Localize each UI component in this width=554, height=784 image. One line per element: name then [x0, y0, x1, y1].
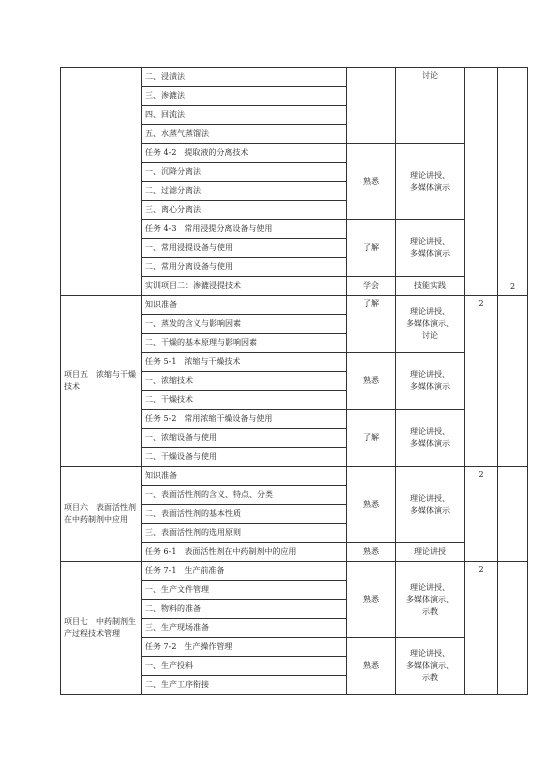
content-item: 二、干燥设备与使用	[142, 448, 347, 467]
task-title: 任务 5-2 常用浓缩干燥设备与使用	[142, 410, 347, 429]
teaching-method-cell: 理论讲授、 多媒体演示、 讨论	[396, 296, 465, 353]
hours-cell: 2	[465, 467, 498, 562]
requirement-cell: 熟悉	[347, 144, 396, 220]
content-item: 五、水蒸气蒸馏法	[142, 125, 347, 144]
syllabus-table	[60, 67, 528, 695]
task-title: 任务 4-2 提取液的分离技术	[142, 144, 347, 163]
project-name-cell: 项目六 表面活性剂在中药制剂中应用	[61, 467, 142, 562]
content-item: 二、过滤分离法	[142, 182, 347, 201]
practice-hours-cell: 2	[498, 68, 528, 296]
teaching-method-cell: 技能实践	[396, 277, 465, 296]
requirement-cell: 了解	[347, 296, 396, 353]
project-name-cell	[61, 68, 142, 296]
task-title: 任务 7-1 生产前准备	[142, 562, 347, 581]
table-row	[61, 467, 528, 486]
requirement-cell: 熟悉	[347, 543, 396, 562]
task-title: 任务 7-2 生产操作管理	[142, 638, 347, 657]
practice-hours-cell	[498, 296, 528, 467]
table-row	[61, 296, 528, 315]
hours-cell	[465, 68, 498, 296]
prep-title: 知识准备	[142, 467, 347, 486]
task-title: 任务 5-1 浓缩与干燥技术	[142, 353, 347, 372]
teaching-method-cell: 理论讲授、 多媒体演示	[396, 410, 465, 467]
content-item: 一、表面活性剂的含义、特点、分类	[142, 486, 347, 505]
project-name-cell: 项目七 中药制剂生产过程技术管理	[61, 562, 142, 695]
requirement-cell: 熟悉	[347, 638, 396, 695]
requirement-cell: 熟悉	[347, 562, 396, 638]
hours-cell: 2	[465, 296, 498, 467]
requirement-cell	[347, 68, 396, 144]
teaching-method-cell: 理论讲授、 多媒体演示	[396, 220, 465, 277]
content-item: 一、常用浸提设备与使用	[142, 239, 347, 258]
content-item: 三、表面活性剂的选用原则	[142, 524, 347, 543]
teaching-method-cell: 理论讲授、 多媒体演示	[396, 144, 465, 220]
content-item: 二、干燥的基本原理与影响因素	[142, 334, 347, 353]
content-item: 二、浸渍法	[142, 68, 347, 87]
requirement-cell: 熟悉	[347, 467, 396, 543]
hours-cell: 2	[465, 562, 498, 695]
requirement-cell: 学会	[347, 277, 396, 296]
practice-title: 实训项目二：渗漉浸提技术	[142, 277, 347, 296]
task-title: 任务 6-1 表面活性剂在中药制剂中的应用	[142, 543, 347, 562]
content-item: 一、沉降分离法	[142, 163, 347, 182]
table-row	[61, 562, 528, 581]
content-item: 三、生产现场准备	[142, 619, 347, 638]
content-item: 一、浓缩设备与使用	[142, 429, 347, 448]
content-item: 四、回流法	[142, 106, 347, 125]
practice-hours-cell	[498, 562, 528, 695]
table-row	[61, 68, 528, 87]
content-item: 二、表面活性剂的基本性质	[142, 505, 347, 524]
requirement-cell: 熟悉	[347, 353, 396, 410]
requirement-cell: 了解	[347, 410, 396, 467]
practice-hours-cell	[498, 467, 528, 562]
content-item: 一、生产投料	[142, 657, 347, 676]
content-item: 三、渗漉法	[142, 87, 347, 106]
content-item: 一、生产文件管理	[142, 581, 347, 600]
content-item: 二、生产工序衔接	[142, 676, 347, 695]
teaching-method-cell: 理论讲授	[396, 543, 465, 562]
teaching-method-cell: 理论讲授、 多媒体演示、 示教	[396, 638, 465, 695]
content-item: 二、干燥技术	[142, 391, 347, 410]
prep-title: 知识准备	[142, 296, 347, 315]
task-title: 任务 4-3 常用浸提分离设备与使用	[142, 220, 347, 239]
requirement-cell: 了解	[347, 220, 396, 277]
project-name-cell: 项目五 浓缩与干燥技术	[61, 296, 142, 467]
content-item: 一、蒸发的含义与影响因素	[142, 315, 347, 334]
content-item: 二、物料的准备	[142, 600, 347, 619]
teaching-method-cell: 理论讲授、 多媒体演示	[396, 353, 465, 410]
content-item: 三、离心分离法	[142, 201, 347, 220]
teaching-method-cell: 讨论	[396, 68, 465, 144]
teaching-method-cell: 理论讲授、 多媒体演示	[396, 467, 465, 543]
teaching-method-cell: 理论讲授、 多媒体演示、 示教	[396, 562, 465, 638]
content-item: 一、浓缩技术	[142, 372, 347, 391]
content-item: 二、常用分离设备与使用	[142, 258, 347, 277]
